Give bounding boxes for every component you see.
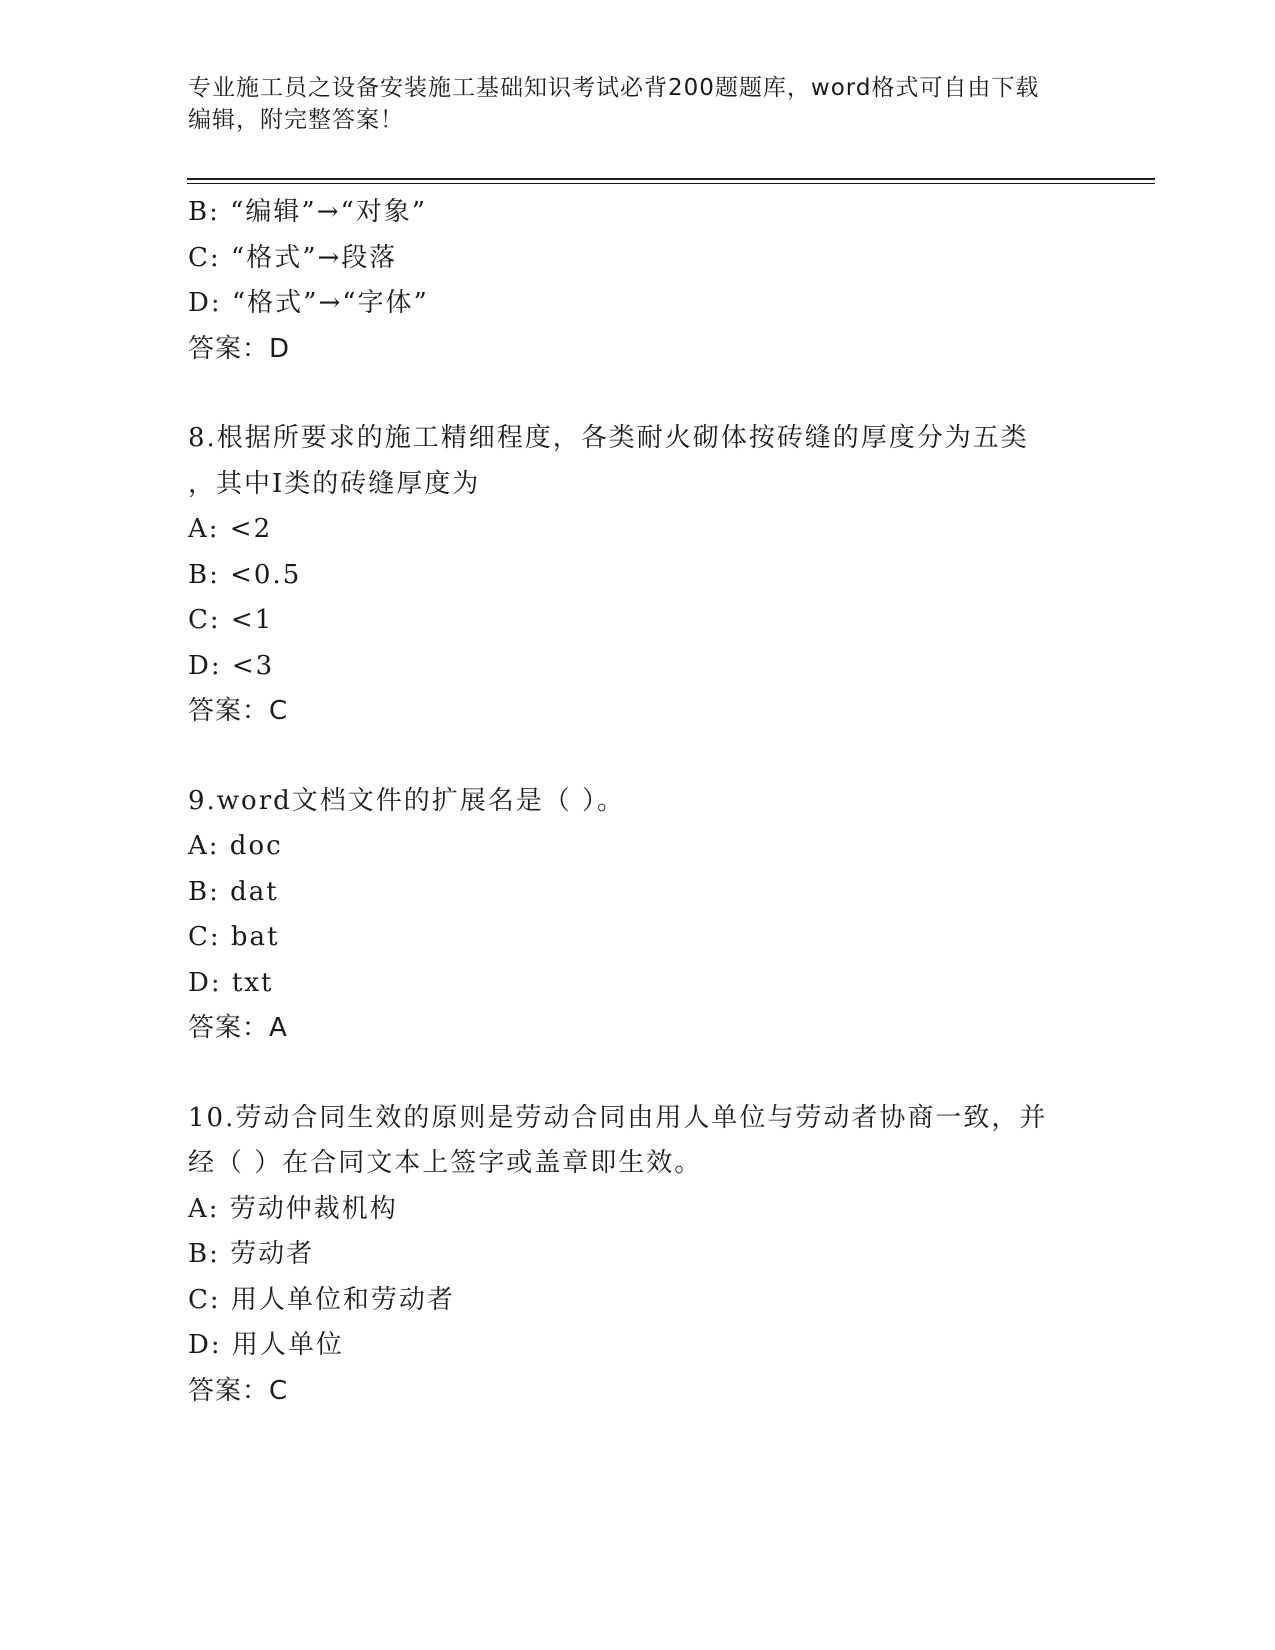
question-9-option-c: C: bat <box>188 922 280 952</box>
question-10-option-d: D: 用人单位 <box>188 1330 344 1360</box>
header-divider-thin <box>187 183 1155 184</box>
question-10-block <box>188 1096 1088 1415</box>
document-header <box>188 72 1088 136</box>
question-7-answer: 答案：D <box>188 333 291 364</box>
question-10-stem-line-1: 10.劳动合同生效的原则是劳动合同由用人单位与劳动者协商一致，并 <box>188 1102 1048 1133</box>
question-10-stem-line-2: 经（ ）在合同文本上签字或盖章即生效。 <box>188 1148 703 1178</box>
question-9-block <box>188 779 1088 1052</box>
question-8-option-c: C: <1 <box>188 605 274 635</box>
question-9-stem: 9.word文档文件的扩展名是（ ）。 <box>188 785 626 816</box>
question-7-option-d: D: “格式”→“字体” <box>188 288 429 318</box>
question-8-option-d: D: <3 <box>188 650 275 681</box>
question-8-option-b: B: <0.5 <box>188 559 302 590</box>
question-9-option-d: D: txt <box>188 967 274 998</box>
question-7-block <box>188 190 1088 372</box>
question-8-answer: 答案：C <box>188 696 289 726</box>
header-divider-thick <box>187 178 1155 180</box>
question-10-option-b: B: 劳动者 <box>188 1239 315 1269</box>
question-7-option-c: C: “格式”→段落 <box>188 242 398 273</box>
question-9-option-a: A: doc <box>188 831 283 861</box>
question-9-answer: 答案：A <box>188 1013 288 1043</box>
question-10-option-c: C: 用人单位和劳动者 <box>188 1284 455 1315</box>
question-10-option-a: A: 劳动仲裁机构 <box>188 1193 398 1224</box>
header-title-line-1: 专业施工员之设备安装施工基础知识考试必背200题题库，word格式可自由下载 <box>188 75 1040 101</box>
question-8-option-a: A: <2 <box>188 514 273 544</box>
question-8-stem-line-2: ，其中I类的砖缝厚度为 <box>188 468 481 499</box>
question-8-stem-line-1: 8.根据所要求的施工精细程度，各类耐火砌体按砖缝的厚度分为五类 <box>188 423 1029 453</box>
question-list <box>188 190 1088 1414</box>
question-7-option-b: B: “编辑”→“对象” <box>188 197 428 227</box>
header-title-line-2: 编辑，附完整答案！ <box>188 107 404 133</box>
question-9-option-b: B: dat <box>188 876 279 907</box>
question-8-block <box>188 416 1088 735</box>
question-10-answer: 答案：C <box>188 1375 289 1406</box>
